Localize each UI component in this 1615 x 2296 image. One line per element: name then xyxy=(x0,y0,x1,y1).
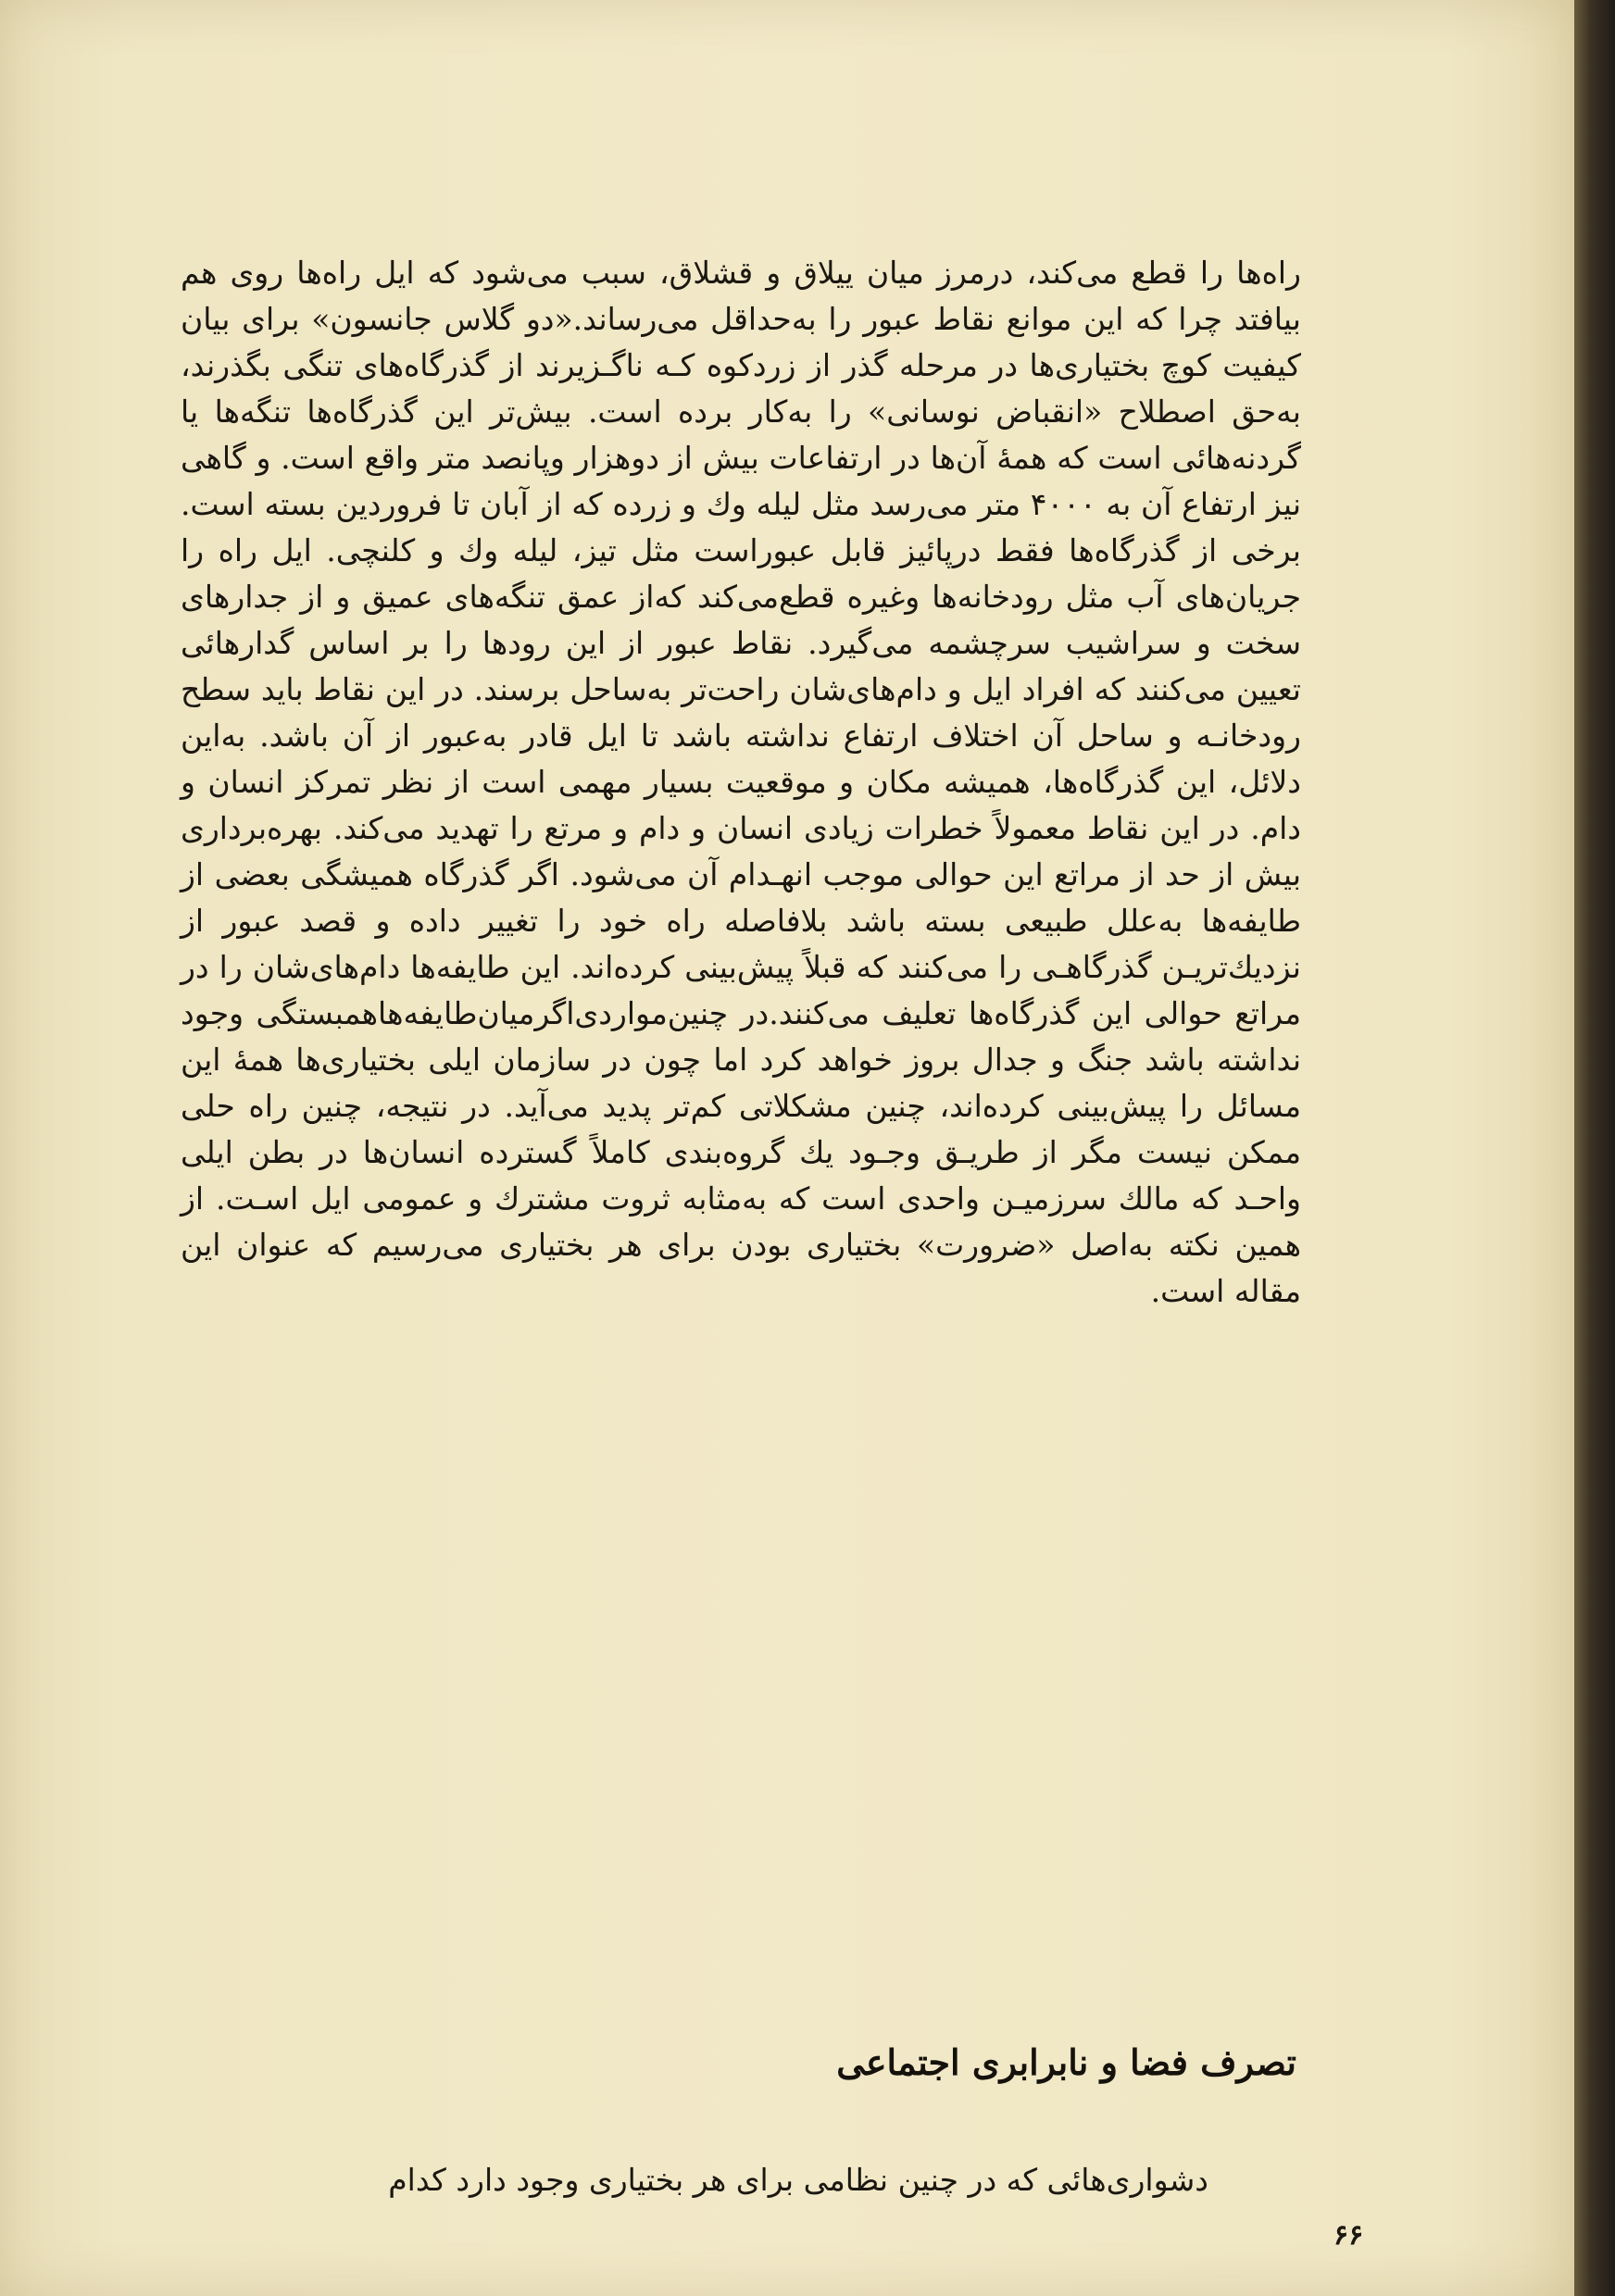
continuation-line: دشواری‌هائی که در چنین نظامی برای هر بختیاری وجود دارد کدام xyxy=(388,2162,1208,2198)
section-heading: تصرف فضا و نابرابری اجتماعی xyxy=(836,2041,1296,2083)
page-number: ۶۶ xyxy=(1333,2219,1364,2252)
page-edge xyxy=(1574,0,1615,2296)
body-paragraph: راه‌ها را قطع می‌کند، درمرز میان ییلاق و قشلاق، سبب می‌شود که ایل راه‌ها روی هم بیافتد چرا که این موانع نقاط عبور را به‌حداقل می‌رساند.«دو گلاس جانسون» برای بیان کیفیت کوچ بختیاری‌ها در مرحله گذر از زردکوه کـه ناگـزیرند از گذرگاه‌های تنگی بگذرند، به‌حق اصطلاح «انقباض نوسانی» را به‌کار برده است. بیش‌تر این گذرگاه‌ها تنگه‌ها یا گردنه‌هائی است که همهٔ آن‌ها در ارتفاعات بیش از دوهزار وپانصد متر واقع است. و گاهی نیز ارتفاع آن به ۴۰۰۰ متر می‌رسد مثل لیله وك و زرده که از آبان تا فروردین بسته است. برخی از گذرگاه‌ها فقط درپائیز قابل عبوراست مثل تیز، لیله وك و کلنچی. ایل راه را جریان‌های آب مثل رودخانه‌ها وغیره قطع‌می‌کند که‌از عمق تنگه‌های عمیق و از جدارهای سخت و سراشیب سرچشمه می‌گیرد. نقاط عبور از این رودها را بر اساس گدارهائی تعیین می‌کنند که افراد ایل و دام‌های‌شان راحت‌تر به‌ساحل برسند. در این نقاط باید سطح رودخانـه و ساحل آن اختلاف ارتفاع نداشته باشد تا ایل قادر به‌عبور از آن باشد. به‌این دلائل، این گذرگاه‌ها، همیشه مکان و موقعیت بسیار مهمی است از نظر تمرکز انسان و دام. در این نقاط معمولاً خطرات زیادی انسان و دام و مرتع را تهدید می‌کند. بهره‌برداری بیش از حد از مراتع این حوالی موجب انهـدام آن می‌شود. اگر گذرگاه همیشگی بعضی از طایفه‌ها به‌علل طبیعی بسته باشد بلافاصله راه خود را تغییر داده و قصد عبور از نزدیك‌تریـن گذرگاهـی را می‌کنند که قبلاً پیش‌بینی کرده‌اند. این طایفه‌ها دام‌های‌شان را در مراتع حوالی این گذرگاه‌ها تعلیف می‌کنند.در چنین‌مواردی‌اگر‌میان‌طایفه‌ها‌همبستگی وجود نداشته باشد جنگ و جدال بروز خواهد کرد اما چون در سازمان ایلی بختیاری‌ها همهٔ این مسائل را پیش‌بینی کرده‌اند، چنین مشکلاتی کم‌تر پدید می‌آید. در نتیجه، چنین راه حلی ممکن نیست مگر از طریـق وجـود یك گروه‌بندی کاملاً گسترده انسان‌ها در بطن ایلی واحـد که مالك سرزمیـن واحدی است که به‌مثابه ثروت مشترك و عمومی ایل اسـت. از همین نکته به‌اصل «ضرورت» بختیاری بودن برای هر بختیاری می‌رسیم که عنوان این مقاله است. xyxy=(181,255,1302,1309)
